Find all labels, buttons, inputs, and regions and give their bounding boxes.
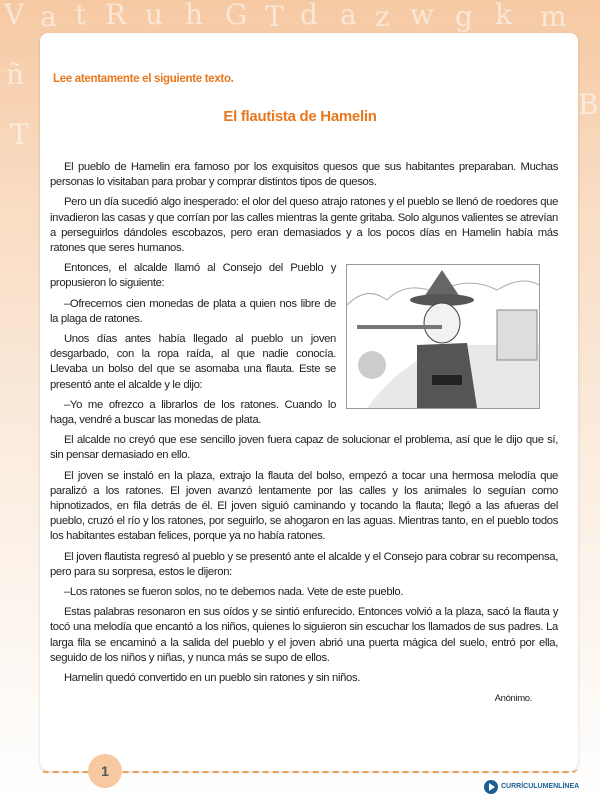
paragraph: –Yo me ofrezco a librarlos de los ratones. Cuando lo haga, vendré a buscar las monedas de plata. <box>50 398 336 427</box>
play-icon <box>484 780 498 794</box>
paragraph: El joven flautista regresó al pueblo y se presentó ante el alcalde y el Consejo para cobrar su recompensa, pero para su sorpresa, estos le dijeron: <box>50 550 558 578</box>
paragraph: Estas palabras resonaron en sus oídos y se sintió enfurecido. Entonces volvió a la plaza, sacó la flauta y tocó una melodía que encantó a los niños, quienes lo siguieron sin escuchar los llamados de sus padres. La larga fila se encaminó a la salida del pueblo y el joven abrió una puerta mágica del suelo, entró por ella, seguido de los niños y niñas, y nunca más se supo de ellos. <box>50 606 558 664</box>
story-text <box>50 160 558 707</box>
author: Anónimo. <box>494 693 532 705</box>
paragraph: Hamelin quedó convertido en un pueblo sin ratones y sin niños. <box>64 672 361 685</box>
decorative-letters-background: V a t R u h G T d a z w g k m ñ T B <box>4 0 599 151</box>
logo-name: CURRÍCULUMENLÍNEA <box>501 783 580 790</box>
paragraph: Entonces, el alcalde llamó al Consejo del Pueblo y propusieron lo siguiente: <box>50 262 336 290</box>
page-number: 1 <box>88 754 122 788</box>
paragraph: Pero un día sucedió algo inesperado: el olor del queso atrajo ratones y el pueblo se llenó de roedores que invadieron las casas y que corrían por las calles mientras la gente gritaba. Solo algunos valientes se atrevían a perseguirlos dándoles escobazos, pero eran demasiados y a los pocos días en Hamelin había más ratones que seres humanos. <box>50 196 558 255</box>
paragraph: El joven se instaló en la plaza, extrajo la flauta del bolso, empezó a tocar una hermosa melodía que paralizó a los ratones. El joven avanzó lentamente por las calles y los animales lo seguían como hipnotizados, en fila detrás de él. El joven siguió caminando y tocando la flauta; llegó a las afueras del pueblo, cruzó el río y los ratones, por seguirlo, se ahogaron en las aguas. Mientras tanto, en el pueblo todos los habitantes estaban felices, porque ya no había ratones. <box>50 469 558 543</box>
story-title: El flautista de Hamelin <box>223 108 377 125</box>
paragraph: Unos días antes había llegado al pueblo un joven desgarbado, con la ropa raída, al que nadie conocía. Llevaba un bolso del que se asomaba una flauta. Este se presentó ante el alcalde y le dijo: <box>50 333 336 391</box>
paragraph: –Ofrecemos cien monedas de plata a quien nos libre de la plaga de ratones. <box>50 297 336 325</box>
pied-piper-illustration <box>346 264 540 409</box>
paragraph: El alcalde no creyó que ese sencillo joven fuera capaz de solucionar el problema, así que le dijo que sí, sin pensar demasiado en ello. <box>50 434 558 462</box>
curriculum-logo <box>484 780 579 794</box>
paragraph: –Los ratones se fueron solos, no te debemos nada. Vete de este pueblo. <box>64 586 404 599</box>
instruction: Lee atentamente el siguiente texto. <box>53 73 234 85</box>
paragraph: El pueblo de Hamelin era famoso por los exquisitos quesos que sus habitantes preparaban. Muchas personas lo visitaban para probar y comprar distintos tipos de quesos. <box>50 161 558 189</box>
